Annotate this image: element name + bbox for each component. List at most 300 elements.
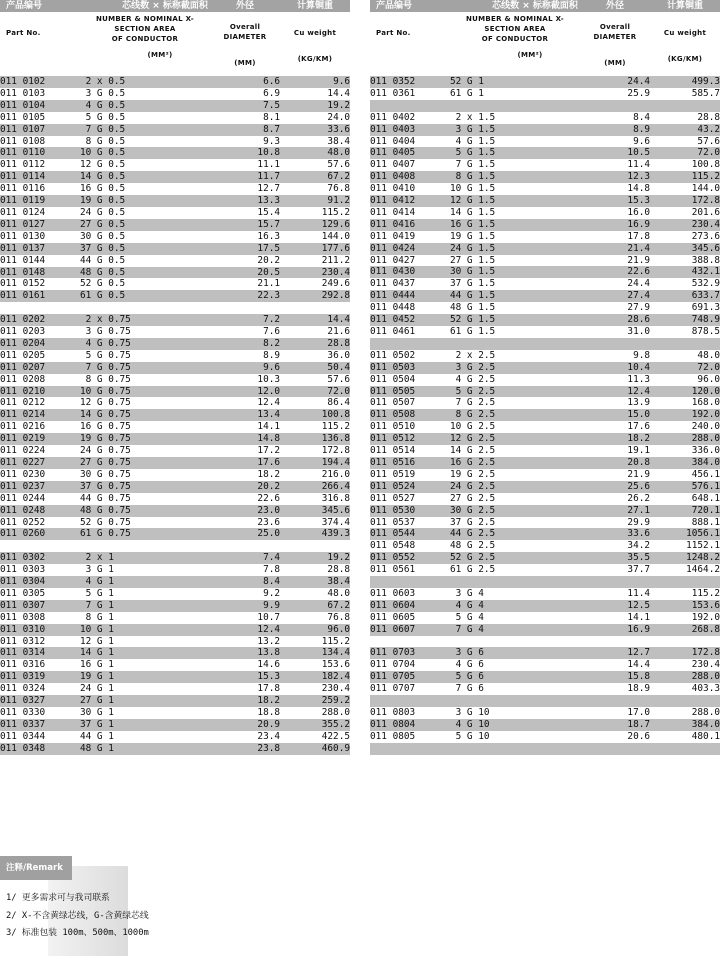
section-cell: 12 G 0.75: [80, 397, 210, 409]
diameter-cell: 11.1: [210, 159, 280, 171]
part-no-cell: 011 0424: [370, 243, 450, 255]
section-cell: 27 G 2.5: [450, 493, 580, 505]
diameter-cell: 15.4: [210, 207, 280, 219]
table-row: [370, 195, 720, 207]
diameter-cell: 9.6: [580, 136, 650, 148]
weight-cell: 136.8: [280, 433, 350, 445]
weight-cell: 288.0: [280, 707, 350, 719]
table-row: [0, 100, 350, 112]
part-no-cell: 011 0703: [370, 647, 450, 659]
section-cell: [450, 338, 580, 350]
section-cell: 16 G 1.5: [450, 219, 580, 231]
part-no-cell: 011 0430: [370, 266, 450, 278]
section-cell: 5 G 1.5: [450, 147, 580, 159]
diameter-cell: 27.9: [580, 302, 650, 314]
diameter-cell: 11.4: [580, 159, 650, 171]
section-cell: 3 G 4: [450, 588, 580, 600]
diameter-cell: 16.0: [580, 207, 650, 219]
weight-cell: 28.8: [650, 112, 720, 124]
table-spacer-row: [370, 338, 720, 350]
section-cell: 24 G 0.75: [80, 445, 210, 457]
section-cell: 8 G 1: [80, 612, 210, 624]
section-cell: 14 G 0.75: [80, 409, 210, 421]
section-cell: 12 G 1.5: [450, 195, 580, 207]
diameter-cell: 23.8: [210, 743, 280, 755]
table-row: [370, 266, 720, 278]
section-cell: 16 G 0.5: [80, 183, 210, 195]
diameter-cell: 8.4: [580, 112, 650, 124]
header-weight-cn: 计算铜重: [650, 0, 720, 12]
part-no-cell: 011 0107: [0, 124, 80, 136]
weight-cell: 211.2: [280, 255, 350, 267]
section-cell: 8 G 0.75: [80, 374, 210, 386]
part-no-cell: 011 0544: [370, 528, 450, 540]
table-row: [0, 731, 350, 743]
part-no-cell: 011 0205: [0, 350, 80, 362]
left-table-body: [0, 76, 350, 755]
weight-cell: 134.4: [280, 647, 350, 659]
diameter-cell: 16.3: [210, 231, 280, 243]
table-row: [370, 76, 720, 88]
header-section-en-1: NUMBER & NOMINAL X-: [466, 15, 564, 23]
part-no-cell: 011 0114: [0, 171, 80, 183]
part-no-cell: 011 0444: [370, 290, 450, 302]
table-row: [0, 76, 350, 88]
section-cell: 5 G 0.5: [80, 112, 210, 124]
part-no-cell: 011 0410: [370, 183, 450, 195]
weight-cell: 36.0: [280, 350, 350, 362]
part-no-cell: 011 0604: [370, 600, 450, 612]
table-row: [370, 624, 720, 636]
table-row: [370, 362, 720, 374]
table-row: [0, 386, 350, 398]
part-no-cell: 011 0152: [0, 278, 80, 290]
header-weight-en: Cu weight: [293, 29, 337, 37]
diameter-cell: 17.0: [580, 707, 650, 719]
weight-cell: 439.3: [280, 528, 350, 540]
table-row: [370, 600, 720, 612]
table-row: [370, 397, 720, 409]
header-weight: [280, 0, 350, 76]
table-row: [370, 671, 720, 683]
part-no-cell: 011 0537: [370, 517, 450, 529]
remark-title: 注释/Remark: [0, 856, 72, 880]
part-no-cell: 011 0507: [370, 397, 450, 409]
diameter-cell: 14.6: [210, 659, 280, 671]
table-row: [0, 278, 350, 290]
section-cell: 3 G 0.5: [80, 88, 210, 100]
weight-cell: 345.6: [280, 505, 350, 517]
part-no-cell: 011 0403: [370, 124, 450, 136]
table-row: [370, 326, 720, 338]
part-no-cell: 011 0414: [370, 207, 450, 219]
table-row: [0, 374, 350, 386]
part-no-cell: 011 0505: [370, 386, 450, 398]
header-diameter-en-2: DIAMETER: [223, 33, 267, 41]
weight-cell: 19.2: [280, 100, 350, 112]
weight-cell: 19.2: [280, 552, 350, 564]
section-cell: 30 G 1.5: [450, 266, 580, 278]
part-no-cell: 011 0512: [370, 433, 450, 445]
weight-cell: 172.8: [650, 647, 720, 659]
diameter-cell: 21.4: [580, 243, 650, 255]
weight-cell: 115.2: [650, 171, 720, 183]
diameter-cell: 15.3: [210, 671, 280, 683]
diameter-cell: 15.0: [580, 409, 650, 421]
part-no-cell: 011 0312: [0, 636, 80, 648]
table-row: [0, 314, 350, 326]
diameter-cell: 23.6: [210, 517, 280, 529]
weight-cell: 691.3: [650, 302, 720, 314]
weight-cell: 57.6: [650, 136, 720, 148]
diameter-cell: 25.9: [580, 88, 650, 100]
table-row: [0, 267, 350, 279]
diameter-cell: 33.6: [580, 528, 650, 540]
header-section-en-3: OF CONDUCTOR: [111, 35, 179, 43]
diameter-cell: 25.0: [210, 528, 280, 540]
table-row: [370, 612, 720, 624]
part-no-cell: 011 0510: [370, 421, 450, 433]
diameter-cell: 14.4: [580, 659, 650, 671]
section-cell: 52 G 1.5: [450, 314, 580, 326]
diameter-cell: 16.9: [580, 219, 650, 231]
part-no-cell: 011 0127: [0, 219, 80, 231]
table-row: [0, 695, 350, 707]
weight-cell: 288.0: [650, 433, 720, 445]
table-row: [0, 207, 350, 219]
part-no-cell: 011 0202: [0, 314, 80, 326]
diameter-cell: 13.3: [210, 195, 280, 207]
section-cell: 5 G 1: [80, 588, 210, 600]
section-cell: 10 G 0.5: [80, 147, 210, 159]
diameter-cell: 15.3: [580, 195, 650, 207]
table-row: [0, 624, 350, 636]
table-row: [370, 183, 720, 195]
diameter-cell: 24.4: [580, 76, 650, 88]
weight-cell: [280, 540, 350, 552]
header-part-no: [370, 0, 450, 76]
table-row: [370, 647, 720, 659]
remark-item: 3/ 标准包装 100m、500m、1000m: [6, 928, 149, 938]
header-diameter-unit: (MM): [234, 59, 256, 67]
weight-cell: 192.0: [650, 612, 720, 624]
part-no-cell: 011 0112: [0, 159, 80, 171]
weight-cell: 403.3: [650, 683, 720, 695]
part-no-cell: [0, 302, 80, 314]
weight-cell: 182.4: [280, 671, 350, 683]
table-row: [0, 707, 350, 719]
weight-cell: 96.0: [650, 374, 720, 386]
section-cell: 12 G 1: [80, 636, 210, 648]
part-no-cell: 011 0310: [0, 624, 80, 636]
header-diameter: [210, 0, 280, 76]
table-row: [0, 290, 350, 302]
part-no-cell: 011 0416: [370, 219, 450, 231]
part-no-cell: 011 0804: [370, 719, 450, 731]
weight-cell: 1152.1: [650, 540, 720, 552]
weight-cell: 288.0: [650, 707, 720, 719]
section-cell: 19 G 1.5: [450, 231, 580, 243]
weight-cell: 384.0: [650, 457, 720, 469]
part-no-cell: 011 0144: [0, 255, 80, 267]
section-cell: 8 G 2.5: [450, 409, 580, 421]
part-no-cell: 011 0327: [0, 695, 80, 707]
part-no-cell: 011 0105: [0, 112, 80, 124]
part-no-cell: [370, 743, 450, 755]
section-cell: 7 G 1: [80, 600, 210, 612]
table-row: [370, 147, 720, 159]
weight-cell: 91.2: [280, 195, 350, 207]
weight-cell: 86.4: [280, 397, 350, 409]
weight-cell: [650, 576, 720, 588]
table-spacer-row: [0, 302, 350, 314]
part-no-cell: 011 0527: [370, 493, 450, 505]
remark-section: [0, 856, 200, 956]
table-row: [0, 588, 350, 600]
weight-cell: 499.3: [650, 76, 720, 88]
part-no-cell: 011 0303: [0, 564, 80, 576]
section-cell: 14 G 2.5: [450, 445, 580, 457]
weight-cell: 28.8: [280, 564, 350, 576]
diameter-cell: 6.9: [210, 88, 280, 100]
section-cell: 37 G 0.5: [80, 243, 210, 255]
diameter-cell: [210, 302, 280, 314]
table-row: [370, 350, 720, 362]
weight-cell: [650, 338, 720, 350]
weight-cell: 115.2: [280, 207, 350, 219]
weight-cell: 100.8: [650, 159, 720, 171]
diameter-cell: 12.4: [580, 386, 650, 398]
section-cell: 16 G 1: [80, 659, 210, 671]
section-cell: 2 x 1.5: [450, 112, 580, 124]
diameter-cell: 18.7: [580, 719, 650, 731]
table-row: [370, 255, 720, 267]
section-cell: 3 G 1.5: [450, 124, 580, 136]
part-no-cell: 011 0361: [370, 88, 450, 100]
table-row: [370, 136, 720, 148]
table-row: [0, 409, 350, 421]
section-cell: 2 x 1: [80, 552, 210, 564]
diameter-cell: 18.8: [210, 707, 280, 719]
table-row: [0, 612, 350, 624]
diameter-cell: 7.4: [210, 552, 280, 564]
section-cell: 10 G 1: [80, 624, 210, 636]
diameter-cell: 10.7: [210, 612, 280, 624]
table-row: [370, 219, 720, 231]
diameter-cell: 34.2: [580, 540, 650, 552]
table-row: [370, 374, 720, 386]
table-row: [0, 421, 350, 433]
table-row: [370, 421, 720, 433]
table-row: [370, 659, 720, 671]
diameter-cell: 15.8: [580, 671, 650, 683]
part-no-cell: [370, 100, 450, 112]
diameter-cell: 14.8: [580, 183, 650, 195]
section-cell: 61 G 0.75: [80, 528, 210, 540]
header-weight-unit: (KG/KM): [297, 55, 333, 63]
part-no-cell: 011 0402: [370, 112, 450, 124]
header-part-cn: 产品编号: [0, 0, 80, 12]
weight-cell: 14.4: [280, 314, 350, 326]
part-no-cell: 011 0210: [0, 386, 80, 398]
table-row: [370, 588, 720, 600]
diameter-cell: 14.8: [210, 433, 280, 445]
section-cell: 61 G 0.5: [80, 290, 210, 302]
diameter-cell: 18.2: [210, 695, 280, 707]
diameter-cell: [580, 576, 650, 588]
section-cell: 4 G 2.5: [450, 374, 580, 386]
part-no-cell: 011 0530: [370, 505, 450, 517]
weight-cell: 480.1: [650, 731, 720, 743]
table-row: [0, 362, 350, 374]
diameter-cell: 27.1: [580, 505, 650, 517]
weight-cell: 48.0: [280, 588, 350, 600]
section-cell: 30 G 0.75: [80, 469, 210, 481]
diameter-cell: 11.7: [210, 171, 280, 183]
header-weight-cn: 计算铜重: [280, 0, 350, 12]
weight-cell: 249.6: [280, 278, 350, 290]
weight-cell: 273.6: [650, 231, 720, 243]
diameter-cell: 20.5: [210, 267, 280, 279]
weight-cell: 153.6: [280, 659, 350, 671]
header-diameter-en-1: Overall: [229, 23, 261, 31]
weight-cell: 888.1: [650, 517, 720, 529]
section-cell: 48 G 1: [80, 743, 210, 755]
part-no-cell: 011 0412: [370, 195, 450, 207]
diameter-cell: 12.4: [210, 624, 280, 636]
part-no-cell: 011 0404: [370, 136, 450, 148]
section-cell: 37 G 2.5: [450, 517, 580, 529]
weight-cell: 177.6: [280, 243, 350, 255]
part-no-cell: 011 0208: [0, 374, 80, 386]
part-no-cell: 011 0204: [0, 338, 80, 350]
table-row: [370, 278, 720, 290]
weight-cell: 230.4: [650, 219, 720, 231]
table-row: [370, 481, 720, 493]
diameter-cell: 24.4: [580, 278, 650, 290]
table-row: [0, 647, 350, 659]
table-row: [370, 457, 720, 469]
part-no-cell: 011 0324: [0, 683, 80, 695]
weight-cell: 192.0: [650, 409, 720, 421]
table-row: [0, 338, 350, 350]
table-row: [370, 528, 720, 540]
weight-cell: 115.2: [280, 636, 350, 648]
section-cell: 24 G 1: [80, 683, 210, 695]
weight-cell: 14.4: [280, 88, 350, 100]
table-row: [0, 88, 350, 100]
section-cell: 10 G 0.75: [80, 386, 210, 398]
section-cell: 5 G 0.75: [80, 350, 210, 362]
section-cell: 61 G 1.5: [450, 326, 580, 338]
section-cell: 7 G 6: [450, 683, 580, 695]
weight-cell: 144.0: [650, 183, 720, 195]
diameter-cell: [580, 743, 650, 755]
section-cell: 8 G 1.5: [450, 171, 580, 183]
part-no-cell: 011 0502: [370, 350, 450, 362]
weight-cell: 48.0: [650, 350, 720, 362]
weight-cell: 57.6: [280, 159, 350, 171]
weight-cell: 585.7: [650, 88, 720, 100]
table-row: [0, 671, 350, 683]
section-cell: 30 G 2.5: [450, 505, 580, 517]
table-row: [0, 445, 350, 457]
table-row: [0, 493, 350, 505]
table-row: [0, 719, 350, 731]
part-no-cell: 011 0305: [0, 588, 80, 600]
part-no-cell: 011 0252: [0, 517, 80, 529]
weight-cell: 345.6: [650, 243, 720, 255]
part-no-cell: 011 0148: [0, 267, 80, 279]
diameter-cell: 23.4: [210, 731, 280, 743]
section-cell: 48 G 0.5: [80, 267, 210, 279]
diameter-cell: 13.9: [580, 397, 650, 409]
part-no-cell: 011 0519: [370, 469, 450, 481]
part-no-cell: 011 0119: [0, 195, 80, 207]
weight-cell: 292.8: [280, 290, 350, 302]
diameter-cell: 10.3: [210, 374, 280, 386]
diameter-cell: 12.0: [210, 386, 280, 398]
section-cell: 44 G 1: [80, 731, 210, 743]
remark-item: 1/ 更多需求可与我司联系: [6, 893, 110, 903]
part-no-cell: 011 0348: [0, 743, 80, 755]
part-no-cell: 011 0230: [0, 469, 80, 481]
section-cell: 52 G 0.5: [80, 278, 210, 290]
header-section-en-3: OF CONDUCTOR: [481, 35, 549, 43]
diameter-cell: 8.9: [210, 350, 280, 362]
diameter-cell: 23.0: [210, 505, 280, 517]
part-no-cell: [0, 540, 80, 552]
diameter-cell: 28.6: [580, 314, 650, 326]
diameter-cell: 17.5: [210, 243, 280, 255]
diameter-cell: 8.9: [580, 124, 650, 136]
table-row: [0, 350, 350, 362]
diameter-cell: 17.6: [580, 421, 650, 433]
header-section-en-2: SECTION AREA: [114, 25, 176, 33]
part-no-cell: 011 0214: [0, 409, 80, 421]
part-no-cell: 011 0108: [0, 136, 80, 148]
part-no-cell: 011 0308: [0, 612, 80, 624]
section-cell: 5 G 6: [450, 671, 580, 683]
diameter-cell: 22.6: [210, 493, 280, 505]
header-section-cn: 芯线数 × 标称截面积: [450, 0, 580, 12]
weight-cell: 355.2: [280, 719, 350, 731]
table-row: [0, 469, 350, 481]
part-no-cell: 011 0116: [0, 183, 80, 195]
weight-cell: 168.0: [650, 397, 720, 409]
table-row: [370, 493, 720, 505]
weight-cell: 67.2: [280, 171, 350, 183]
section-cell: 44 G 1.5: [450, 290, 580, 302]
table-row: [370, 314, 720, 326]
diameter-cell: 8.1: [210, 112, 280, 124]
weight-cell: 748.9: [650, 314, 720, 326]
table-row: [370, 469, 720, 481]
diameter-cell: 13.2: [210, 636, 280, 648]
table-row: [370, 505, 720, 517]
weight-cell: 633.7: [650, 290, 720, 302]
table-row: [370, 112, 720, 124]
weight-cell: 230.4: [280, 267, 350, 279]
part-no-cell: 011 0461: [370, 326, 450, 338]
part-no-cell: 011 0707: [370, 683, 450, 695]
section-cell: 19 G 0.5: [80, 195, 210, 207]
section-cell: 61 G 2.5: [450, 564, 580, 576]
section-cell: 52 G 2.5: [450, 552, 580, 564]
weight-cell: 172.8: [650, 195, 720, 207]
weight-cell: 38.4: [280, 136, 350, 148]
section-cell: 19 G 2.5: [450, 469, 580, 481]
